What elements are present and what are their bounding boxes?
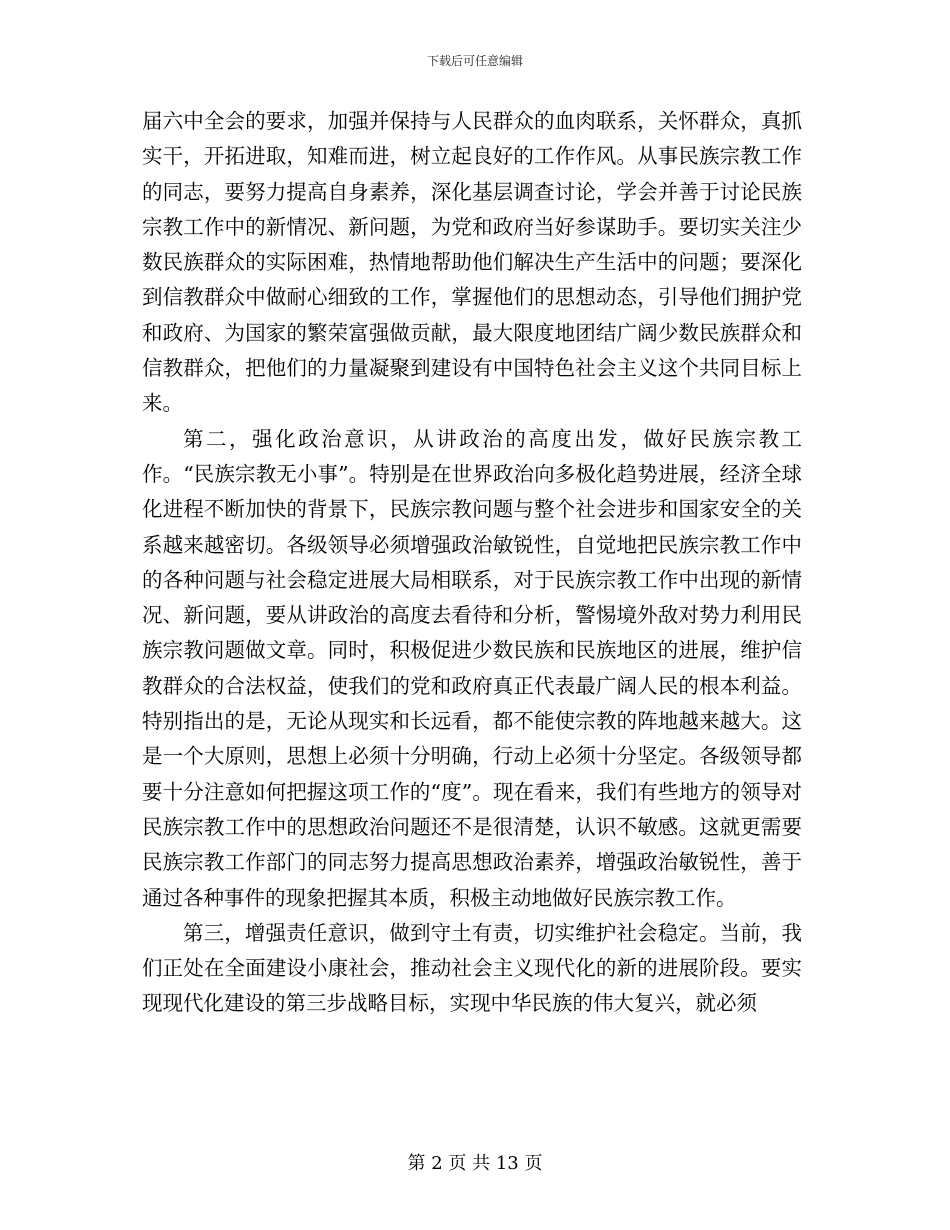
- document-body: [142, 104, 802, 1022]
- paragraph-point-two: 第二，强化政治意识，从讲政治的高度出发，做好民族宗教工作。“民族宗教无小事”。特别是在世界政治向多极化趋势进展，经济全球化进程不断加快的背景下，民族宗教问题与整个社会进步和国家安全的关系越来越密切。各级领导必须增强政治敏锐性，自觉地把民族宗教工作中的各种问题与社会稳定进展大局相联系，对于民族宗教工作中出现的新情况、新问题，要从讲政治的高度去看待和分析，警惕境外敌对势力利用民族宗教问题做文章。同时，积极促进少数民族和民族地区的进展，维护信教群众的合法权益，使我们的党和政府真正代表最广阔人民的根本利益。特别指出的是，无论从现实和长远看，都不能使宗教的阵地越来越大。这是一个大原则，思想上必须十分明确，行动上必须十分坚定。各级领导都要十分注意如何把握这项工作的“度”。现在看来，我们有些地方的领导对民族宗教工作中的思想政治问题还不是很清楚，认识不敏感。这就更需要民族宗教工作部门的同志努力提高思想政治素养，增强政治敏锐性，善于通过各种事件的现象把握其本质，积极主动地做好民族宗教工作。: [142, 426, 802, 910]
- paragraph-point-three: 第三，增强责任意识，做到守土有责，切实维护社会稳定。当前，我们正处在全面建设小康社会，推动社会主义现代化的新的进展阶段。要实现现代化建设的第三步战略目标，实现中华民族的伟大复兴，就必须: [142, 920, 802, 1016]
- page-number-footer: 第 2 页 共 13 页: [407, 1153, 543, 1174]
- page-header-note: 下载后可任意编辑: [426, 54, 523, 68]
- paragraph-continuation: 届六中全会的要求，加强并保持与人民群众的血肉联系，关怀群众，真抓实干，开拓进取，知难而进，树立起良好的工作作风。从事民族宗教工作的同志，要努力提高自身素养，深化基层调查讨论，学会并善于讨论民族宗教工作中的新情况、新问题，为党和政府当好参谋助手。要切实关注少数民族群众的实际困难，热情地帮助他们解决生产生活中的问题；要深化到信教群众中做耐心细致的工作，掌握他们的思想动态，引导他们拥护党和政府、为国家的繁荣富强做贡献，最大限度地团结广阔少数民族群众和信教群众，把他们的力量凝聚到建设有中国特色社会主义这个共同目标上来。: [142, 109, 802, 416]
